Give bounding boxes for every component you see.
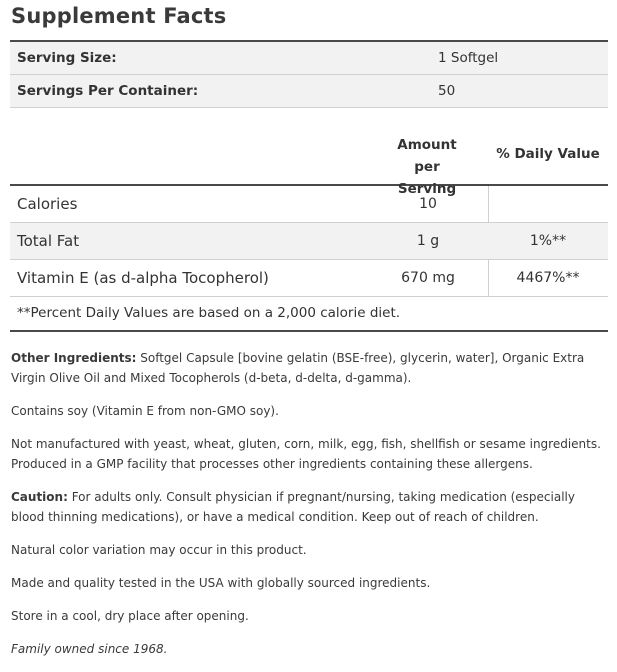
servings-per-container-label: Servings Per Container: (17, 83, 199, 99)
daily-value-header: % Daily Value (496, 146, 600, 162)
nutrient-name: Vitamin E (as d-alpha Tocopherol) (17, 269, 269, 287)
amount-header-line2: Serving (397, 181, 457, 197)
nutrient-daily-value: 1%** (529, 233, 567, 249)
nutrition-facts-table (10, 130, 608, 332)
allergen-note: Not manufactured with yeast, wheat, gluten, corn, milk, egg, fish, shellfish or sesame ingredients. Produced in a GMP facility that processes other ingredients containing these allergens. (11, 437, 601, 471)
caution-note (11, 487, 611, 527)
servings-per-container-value: 50 (438, 83, 456, 99)
nutrient-name: Total Fat (17, 232, 80, 250)
amount-header-line1: Amount per (397, 137, 457, 175)
supplement-facts-title: Supplement Facts (11, 4, 227, 28)
other-ingredients-label: Other Ingredients: (11, 351, 137, 365)
footnote-text: **Percent Daily Values are based on a 2,000 calorie diet. (17, 305, 401, 321)
nutrient-name: Calories (17, 195, 78, 213)
family-owned-note: Family owned since 1968. (11, 642, 168, 656)
storage-note: Store in a cool, dry place after opening. (11, 609, 249, 623)
facts-header (10, 130, 608, 197)
other-ingredients-text: Softgel Capsule [bovine gelatin (BSE-free), glycerin, water], Organic Extra Virgin Olive Oil and Mixed Tocopherols (d-beta, d-delta, d-gamma). (11, 351, 585, 385)
made-in-note: Made and quality tested in the USA with globally sourced ingredients. (11, 576, 431, 590)
nutrient-amount: 1 g (416, 233, 440, 249)
nutrient-amount: 10 (419, 196, 437, 212)
serving-size-value: 1 Softgel (438, 50, 499, 66)
column-divider (488, 186, 489, 222)
serving-size-row (10, 42, 608, 75)
product-notes (11, 348, 611, 672)
serving-size-label: Serving Size: (17, 50, 117, 66)
table-row (10, 223, 608, 260)
nutrient-daily-value: 4467%** (516, 270, 580, 286)
color-note: Natural color variation may occur in this product. (11, 543, 307, 557)
table-row (10, 260, 608, 297)
caution-text: For adults only. Consult physician if pregnant/nursing, taking medication (especially blood thinning medications), or have a medical condition. Keep out of reach of children. (11, 490, 575, 524)
serving-info-table (10, 40, 608, 108)
nutrient-amount: 670 mg (401, 270, 455, 286)
other-ingredients (11, 348, 611, 388)
table-row (10, 186, 608, 223)
servings-per-container-row (10, 75, 608, 108)
caution-label: Caution: (11, 490, 68, 504)
soy-note: Contains soy (Vitamin E from non-GMO soy). (11, 404, 279, 418)
daily-value-footnote (10, 297, 608, 332)
